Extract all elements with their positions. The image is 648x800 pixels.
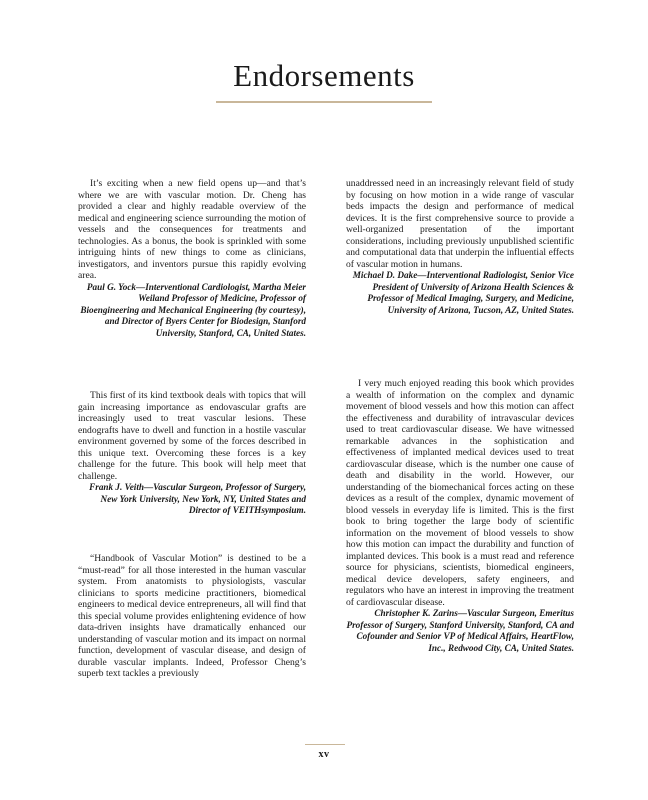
- endorsement-body-continued: unaddressed need in an increasingly relevant field of study by focusing on how motion in a wide range of vascular beds impacts the design and performance of medical devices. It is the first comprehensive source to provide a well-organized presentation of the important considerations, including previously unpublished scientific and computational data that underpin the influential effects of vascular motion in humans.: [346, 178, 574, 270]
- endorsement-handbook-start: [78, 553, 306, 680]
- endorsement-body: This first of its kind textbook deals with topics that will gain increasing importance as endovascular grafts are increasingly used to treat vascular lesions. These endografts have to dwell and function in a hostile vascular environment governed by some of the forces described in this unique text. Overcoming these forces is a key challenge for the future. This book will help meet that challenge.: [78, 390, 306, 482]
- page-title: Endorsements: [233, 58, 415, 93]
- page-number-rule: [305, 744, 345, 745]
- endorsement-dake: [346, 178, 574, 316]
- endorsement-attribution: Paul G. Yock—Interventional Cardiologist, Martha Meier Weiland Professor of Medicine, Professor of Bioengineering and Mechanical Engineering (by courtesy), and Director of Byers Center for Biodesign, Stanford University, Stanford, CA, United States.: [80, 281, 306, 338]
- page-number: xv: [318, 749, 330, 760]
- endorsement-yock: [78, 178, 306, 339]
- endorsement-attribution: Michael D. Dake—Interventional Radiologist, Senior Vice President of University of Arizona Health Sciences & Professor of Medical Imaging, Surgery, and Medicine, University of Arizona, Tucson, AZ, United States.: [352, 270, 574, 315]
- endorsement-veith: [78, 390, 306, 517]
- endorsement-zarins: [346, 378, 574, 654]
- title-underline: [216, 101, 432, 103]
- endorsement-body: It’s exciting when a new field opens up—and that’s where we are with vascular motion. Dr. Cheng has provided a clear and highly readable overview of the medical and engineering science surrounding the motion of vessels and the consequences for treatments and technologies. As a bonus, the book is sprinkled with some intriguing hints of new things to come as clinicians, investigators, and inventors pursue this rapidly evolving area.: [78, 178, 306, 281]
- endorsement-body: I very much enjoyed reading this book which provides a wealth of information on the complex and dynamic movement of blood vessels and how this motion can affect the effectiveness and durability of intravascular devices used to treat cardiovascular disease. We have witnessed remarkable advances in the sophistication and effectiveness of implanted medical devices used to treat cardiovascular disease, which is the number one cause of death and disability in the world. However, our understanding of the biomechanical forces acting on these devices as a result of the complex, dynamic movement of blood vessels in everyday life is limited. This is the first book to bring together the large body of scientific information on the movement of blood vessels to show how this motion can impact the durability and function of implanted devices. This book is a must read and reference source for physicians, scientists, biomedical engineers, medical device developers, safety engineers, and regulators who have an interest in improving the treatment of cardiovascular disease.: [346, 378, 574, 608]
- endorsement-attribution: Frank J. Veith—Vascular Surgeon, Professor of Surgery, New York University, New York, NY, United States and Director of VEITHsymposium.: [89, 482, 306, 515]
- endorsement-body: “Handbook of Vascular Motion” is destined to be a “must-read” for all those interested in the human vascular system. From anatomists to physiologists, vascular clinicians to sports medicine practitioners, biomedical engineers to medical device entrepreneurs, all will find that this special volume provides enlightening evidence of how data-driven insights have dramatically enhanced our understanding of vascular motion and its impact on normal function, development of vascular disease, and design of durable vascular implants. Indeed, Professor Cheng’s superb text tackles a previously: [78, 553, 306, 679]
- endorsement-attribution: Christopher K. Zarins—Vascular Surgeon, Emeritus Professor of Surgery, Stanford University, Stanford, CA and Cofounder and Senior VP of Medical Affairs, HeartFlow, Inc., Redwood City, CA, United States.: [346, 608, 574, 653]
